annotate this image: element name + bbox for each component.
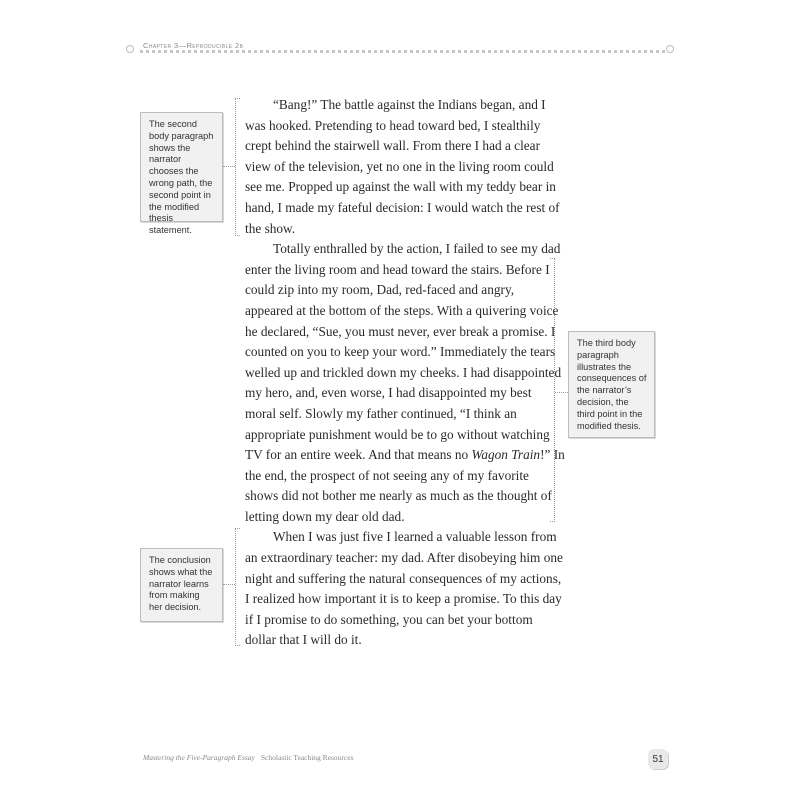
paragraph-bracket	[235, 98, 240, 236]
essay-text: !” In the end, the prospect of not seeing any of my favorite shows did not bother me nearly as much as the thought of letting down my dear old dad.	[245, 447, 565, 524]
essay-paragraph: “Bang!” The battle against the Indians began, and I was hooked. Pretending to head toward bed, I stealthily crept behind the stairwell wall. From there I had a clear view of the television, yet no one in the living room could see me. Propped up against the wall with my teddy bear in hand, I made my fateful decision: I would watch the rest of the show.	[245, 97, 560, 236]
show-title: Wagon Train	[471, 447, 541, 463]
header-dotted-rule	[140, 50, 665, 53]
publisher: Scholastic Teaching Resources	[260, 753, 354, 762]
book-title: Mastering the Five-Paragraph Essay	[143, 753, 255, 762]
annotation-connector	[223, 584, 235, 585]
essay-text: Totally enthralled by the action, I failed to see my dad enter the living room and head toward the stairs. Before I could zip into my room, Dad, red-faced and angry, appeared at the bottom of the steps. With a quivering voice he declared, “Sue, you must never, ever break a promise. I counted on you to keep your word.” Immediately the tears welled up and trickled down my cheeks. I had disappointed my hero, and, even worse, I had disappointed my best moral self. Slowly my father continued, “I think an appropriate punishment would be to go without watching TV for an entire week. And that means no	[245, 241, 562, 463]
essay-paragraph: When I was just five I learned a valuable lesson from an extraordinary teacher: my dad. After disobeying him one night and suffering the natural consequences of my actions, I realized how important it is to keep a promise. To this day if I promise to do something, you can bet your bottom dollar that I will do it.	[245, 529, 563, 648]
annotation-third-body: The third body paragraph illustrates the consequences of the narrator’s decision, the third point in the modified thesis.	[568, 331, 655, 438]
header-left-ornament	[126, 45, 134, 53]
essay-paragraph	[245, 239, 565, 527]
running-header: Chapter 3—Reproducible 2b	[143, 41, 244, 50]
annotation-conclusion: The conclusion shows what the narrator learns from making her decision.	[140, 548, 223, 622]
essay-body	[245, 95, 565, 651]
page-number: 51	[648, 749, 668, 769]
annotation-second-body: The second body paragraph shows the narrator chooses the wrong path, the second point in the modified thesis statement.	[140, 112, 223, 222]
page-footer	[143, 753, 354, 762]
header-right-ornament	[666, 45, 674, 53]
paragraph-bracket	[235, 528, 240, 646]
annotation-connector	[223, 166, 235, 167]
